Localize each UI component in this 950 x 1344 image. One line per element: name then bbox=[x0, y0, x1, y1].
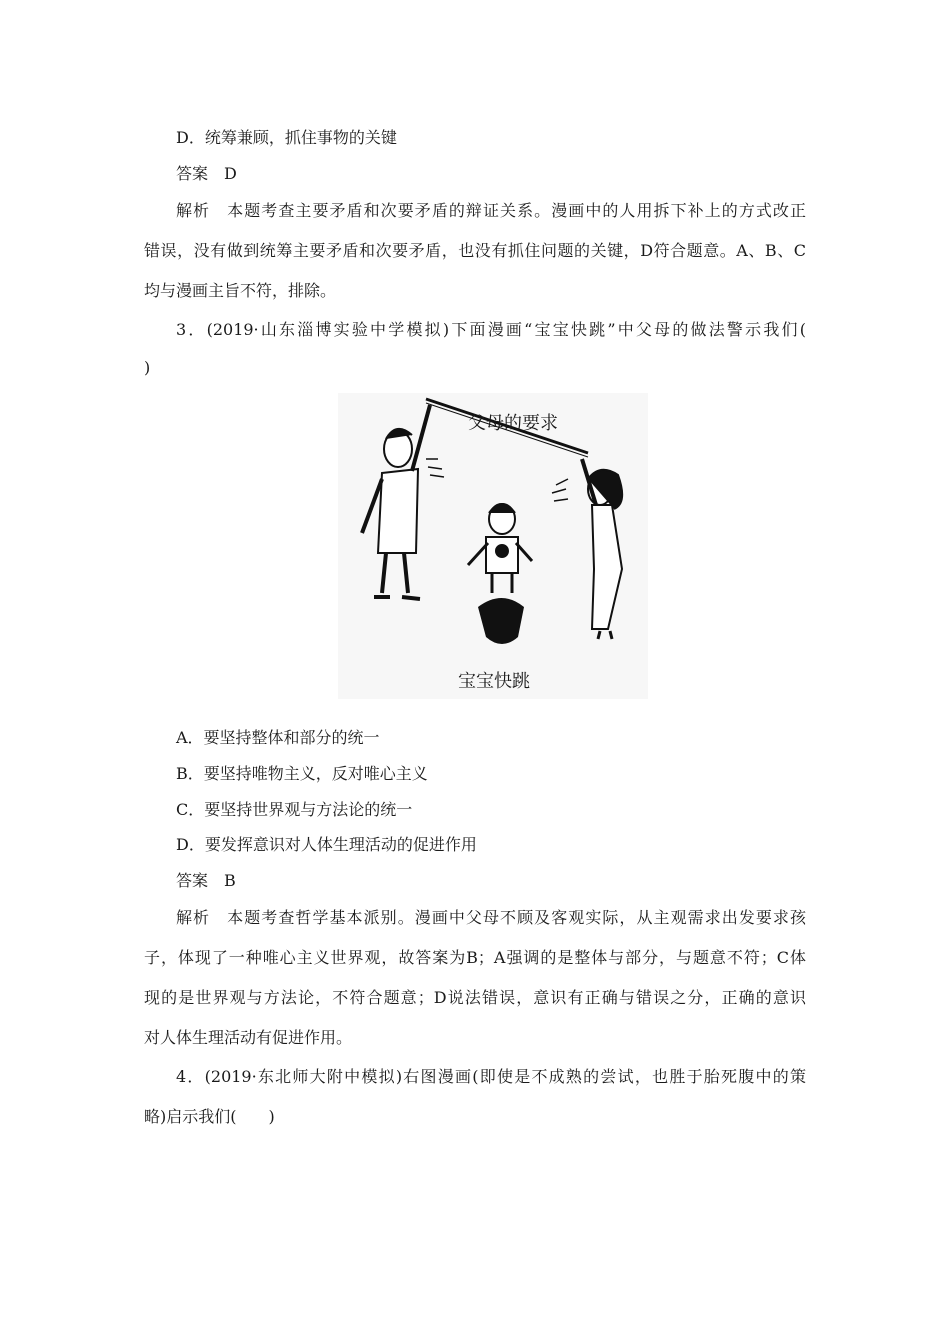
cartoon-figure bbox=[338, 393, 648, 699]
q3-stem-line-2: ) bbox=[144, 358, 151, 377]
q3-answer: 答案 B bbox=[176, 871, 236, 890]
q2-answer: 答案 D bbox=[176, 164, 237, 183]
q3-analysis-line-2: 子，体现了一种唯心主义世界观，故答案为B；A强调的是整体与部分，与题意不符；C体 bbox=[144, 948, 806, 967]
cartoon-caption-top: 父母的要求 bbox=[468, 413, 558, 434]
q3-analysis-line-1: 解析 本题考查哲学基本派别。漫画中父母不顾及客观实际，从主观需求出发要求孩 bbox=[176, 908, 806, 927]
q3-stem-line-1: 3．(2019·山东淄博实验中学模拟)下面漫画“宝宝快跳”中父母的做法警示我们( bbox=[176, 320, 806, 339]
q2-option-d: D．统筹兼顾，抓住事物的关键 bbox=[176, 128, 397, 147]
q3-analysis-line-4: 对人体生理活动有促进作用。 bbox=[144, 1028, 353, 1047]
q3-option-b: B．要坚持唯物主义，反对唯心主义 bbox=[176, 764, 428, 783]
q2-analysis-line-3: 均与漫画主旨不符，排除。 bbox=[144, 281, 337, 300]
q3-option-c: C．要坚持世界观与方法论的统一 bbox=[176, 800, 413, 819]
q2-analysis-line-1: 解析 本题考查主要矛盾和次要矛盾的辩证关系。漫画中的人用拆下补上的方式改正 bbox=[176, 201, 806, 220]
cartoon-caption-bottom: 宝宝快跳 bbox=[458, 671, 530, 692]
q3-option-d: D．要发挥意识对人体生理活动的促进作用 bbox=[176, 835, 477, 854]
q4-stem-line-2: 略)启示我们( ) bbox=[144, 1107, 275, 1126]
q3-option-a: A．要坚持整体和部分的统一 bbox=[176, 728, 380, 747]
cartoon-illustration bbox=[338, 393, 648, 699]
q3-analysis-line-3: 现的是世界观与方法论，不符合题意；D说法错误，意识有正确与错误之分，正确的意识 bbox=[144, 988, 806, 1007]
q4-stem-line-1: 4．(2019·东北师大附中模拟)右图漫画(即使是不成熟的尝试，也胜于胎死腹中的策 bbox=[176, 1067, 806, 1086]
q2-analysis-line-2: 错误，没有做到统筹主要矛盾和次要矛盾，也没有抓住问题的关键，D符合题意。A、B、C bbox=[144, 241, 806, 260]
